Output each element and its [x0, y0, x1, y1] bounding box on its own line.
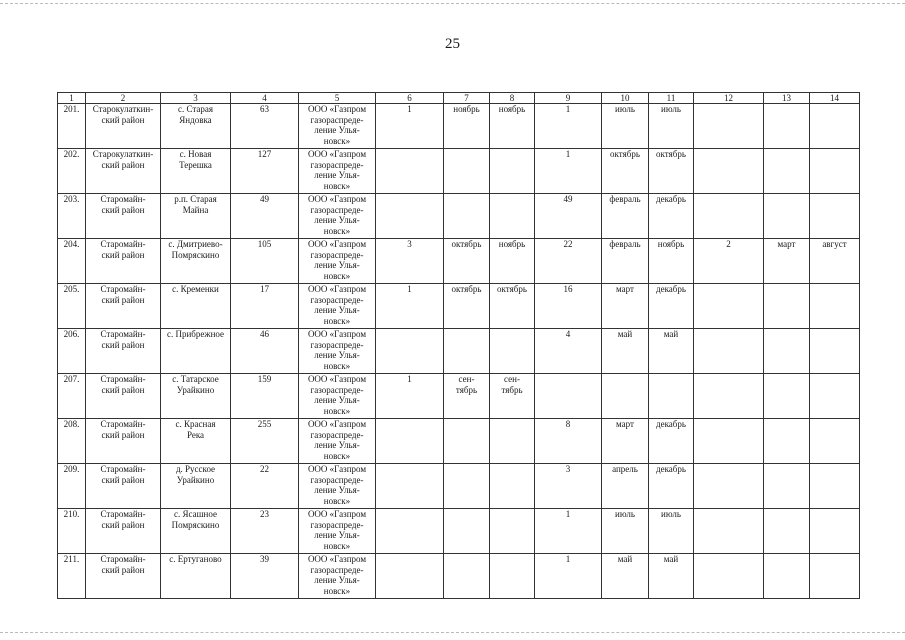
cell-text: ООО «Газпром газораспреде- ление Улья- новск» — [307, 329, 367, 371]
table-cell-col-9 — [535, 374, 602, 419]
table-row — [58, 554, 860, 599]
cell-text: 159 — [257, 374, 272, 384]
cell-text: ООО «Газпром газораспреде- ление Улья- новск» — [307, 509, 367, 551]
table-cell-col-4 — [231, 554, 299, 599]
cell-text: май — [617, 329, 633, 339]
cell-text: 1 — [407, 284, 412, 294]
table-cell-col-6 — [376, 194, 444, 239]
table-cell-col-1 — [58, 554, 86, 599]
table-row — [58, 149, 860, 194]
table-cell-col-8 — [490, 419, 535, 464]
table-cell-col-4 — [231, 104, 299, 149]
cell-text: с. Дмитриево- Помряскино — [168, 239, 223, 260]
table-cell-col-10 — [602, 284, 649, 329]
cell-text: 2 — [726, 239, 731, 249]
cell-text: 1 — [407, 104, 412, 114]
table-cell-col-6 — [376, 464, 444, 509]
table-cell-col-9 — [535, 419, 602, 464]
table-cell-col-7 — [444, 284, 490, 329]
cell-text: ноябрь — [453, 104, 480, 114]
table-cell-col-12 — [694, 554, 764, 599]
table-cell-col-7 — [444, 194, 490, 239]
table-cell-col-10 — [602, 149, 649, 194]
cell-text: Старомайн- ский район — [100, 464, 146, 485]
table-cell-col-3 — [161, 464, 231, 509]
table-row — [58, 104, 860, 149]
table-cell-col-11 — [649, 464, 694, 509]
table-cell-col-3 — [161, 329, 231, 374]
cell-text: 207. — [63, 374, 80, 384]
table-cell-col-9 — [535, 194, 602, 239]
table-cell-col-4 — [231, 329, 299, 374]
cell-text: 105 — [257, 239, 272, 249]
table-cell-col-13 — [764, 374, 810, 419]
table-cell-col-7 — [444, 374, 490, 419]
table-cell-col-4 — [231, 194, 299, 239]
table-cell-col-1 — [58, 149, 86, 194]
table-cell-col-5 — [299, 509, 376, 554]
column-header-5: 5 — [299, 93, 376, 104]
cell-text: октябрь — [451, 239, 482, 249]
table-cell-col-11 — [649, 284, 694, 329]
table-cell-col-8 — [490, 104, 535, 149]
table-cell-col-8 — [490, 284, 535, 329]
table-cell-col-2 — [86, 194, 161, 239]
table-cell-col-9 — [535, 239, 602, 284]
table-cell-col-11 — [649, 239, 694, 284]
cell-text: 4 — [565, 329, 571, 339]
table-cell-col-10 — [602, 194, 649, 239]
table-cell-col-3 — [161, 149, 231, 194]
table-cell-col-14 — [810, 464, 860, 509]
table-cell-col-10 — [602, 554, 649, 599]
table-cell-col-12 — [694, 374, 764, 419]
cell-text: март — [616, 284, 634, 294]
table-cell-col-4 — [231, 509, 299, 554]
table-cell-col-1 — [58, 104, 86, 149]
table-cell-col-7 — [444, 329, 490, 374]
table-cell-col-7 — [444, 419, 490, 464]
cell-text: декабрь — [656, 284, 686, 294]
table-cell-col-2 — [86, 464, 161, 509]
cell-text: Старокулаткин- ский район — [92, 104, 154, 125]
table-cell-col-1 — [58, 194, 86, 239]
column-header-3: 3 — [161, 93, 231, 104]
table-cell-col-1 — [58, 239, 86, 284]
cell-text: Старомайн- ский район — [100, 374, 146, 395]
table-cell-col-2 — [86, 509, 161, 554]
cell-text: 208. — [63, 419, 80, 429]
table-cell-col-13 — [764, 239, 810, 284]
table-cell-col-7 — [444, 464, 490, 509]
table-cell-col-11 — [649, 374, 694, 419]
table-cell-col-3 — [161, 239, 231, 284]
table-cell-col-14 — [810, 509, 860, 554]
cell-text: май — [663, 329, 679, 339]
table-cell-col-14 — [810, 104, 860, 149]
table-cell-col-11 — [649, 329, 694, 374]
cell-text: июль — [661, 509, 681, 519]
cell-text: 255 — [257, 419, 272, 429]
cell-text: июль — [661, 104, 681, 114]
table-cell-col-13 — [764, 554, 810, 599]
table-row — [58, 464, 860, 509]
table-cell-col-9 — [535, 329, 602, 374]
cell-text: февраль — [609, 194, 641, 204]
cell-text: 49 — [563, 194, 573, 204]
table-cell-col-1 — [58, 329, 86, 374]
cell-text: Старомайн- ский район — [100, 284, 146, 305]
cell-text: с. Ясашное Помряскино — [171, 509, 220, 530]
table-cell-col-10 — [602, 239, 649, 284]
table-cell-col-6 — [376, 284, 444, 329]
cell-text: 49 — [260, 194, 269, 204]
cell-text: апрель — [612, 464, 638, 474]
cell-text: ООО «Газпром газораспреде- ление Улья- новск» — [307, 149, 367, 191]
table-cell-col-8 — [490, 374, 535, 419]
column-header-1: 1 — [58, 93, 86, 104]
cell-text: 1 — [565, 149, 571, 159]
table-cell-col-2 — [86, 329, 161, 374]
cell-text: 8 — [565, 419, 571, 429]
table-cell-col-12 — [694, 464, 764, 509]
table-cell-col-4 — [231, 284, 299, 329]
table-cell-col-2 — [86, 419, 161, 464]
cell-text: декабрь — [656, 419, 686, 429]
table-cell-col-12 — [694, 194, 764, 239]
table-cell-col-13 — [764, 509, 810, 554]
cell-text: Старокулаткин- ский район — [92, 149, 154, 170]
table-cell-col-6 — [376, 554, 444, 599]
table-cell-col-5 — [299, 104, 376, 149]
table-cell-col-7 — [444, 239, 490, 284]
table-cell-col-2 — [86, 554, 161, 599]
table-cell-col-8 — [490, 149, 535, 194]
cell-text: Старомайн- ский район — [100, 554, 146, 575]
cell-text: 46 — [260, 329, 269, 339]
table-cell-col-2 — [86, 284, 161, 329]
cell-text: ноябрь — [498, 239, 526, 249]
column-header-10: 10 — [602, 93, 649, 104]
cell-text: ООО «Газпром газораспреде- ление Улья- новск» — [307, 239, 367, 281]
table-cell-col-3 — [161, 374, 231, 419]
table-cell-col-3 — [161, 284, 231, 329]
table-cell-col-3 — [161, 194, 231, 239]
table-cell-col-8 — [490, 554, 535, 599]
cell-text: февраль — [609, 239, 641, 249]
table-row — [58, 194, 860, 239]
table-body — [58, 104, 860, 599]
cell-text: с. Прибрежное — [166, 329, 225, 339]
table-cell-col-2 — [86, 149, 161, 194]
table-cell-col-3 — [161, 509, 231, 554]
cell-text: ООО «Газпром газораспреде- ление Улья- новск» — [307, 464, 367, 506]
table-cell-col-3 — [161, 554, 231, 599]
cell-text: декабрь — [656, 194, 686, 204]
cell-text: март — [777, 239, 796, 249]
table-cell-col-13 — [764, 464, 810, 509]
cell-text: Старомайн- ский район — [100, 239, 146, 260]
scan-top-edge — [0, 0, 905, 4]
column-header-13: 13 — [764, 93, 810, 104]
table-cell-col-4 — [231, 149, 299, 194]
table-cell-col-12 — [694, 329, 764, 374]
table-cell-col-8 — [490, 464, 535, 509]
table-cell-col-5 — [299, 554, 376, 599]
cell-text: р.п. Старая Майна — [174, 194, 217, 215]
table-cell-col-14 — [810, 239, 860, 284]
cell-text: декабрь — [656, 464, 686, 474]
cell-text: 202. — [63, 149, 80, 159]
cell-text: с. Кременки — [172, 284, 219, 294]
table-cell-col-8 — [490, 194, 535, 239]
table-cell-col-8 — [490, 509, 535, 554]
cell-text: ООО «Газпром газораспреде- ление Улья- новск» — [307, 374, 367, 416]
table-cell-col-10 — [602, 329, 649, 374]
table-cell-col-10 — [602, 419, 649, 464]
cell-text: 211. — [63, 554, 80, 564]
column-header-4: 4 — [231, 93, 299, 104]
table-cell-col-12 — [694, 104, 764, 149]
cell-text: Старомайн- ский район — [100, 194, 146, 215]
cell-text: 22 — [260, 464, 269, 474]
cell-text: май — [663, 554, 679, 564]
cell-text: 3 — [407, 239, 412, 249]
table-cell-col-5 — [299, 239, 376, 284]
table-cell-col-13 — [764, 104, 810, 149]
cell-text: Старомайн- ский район — [100, 419, 146, 440]
table-cell-col-10 — [602, 464, 649, 509]
cell-text: октябрь — [610, 149, 640, 159]
column-header-9: 9 — [535, 93, 602, 104]
table-cell-col-5 — [299, 194, 376, 239]
table-cell-col-9 — [535, 284, 602, 329]
table-cell-col-9 — [535, 509, 602, 554]
column-header-8: 8 — [490, 93, 535, 104]
table-cell-col-8 — [490, 329, 535, 374]
cell-text: ноябрь — [498, 104, 526, 114]
table-cell-col-9 — [535, 104, 602, 149]
cell-text: с. Татарское Урайкино — [172, 374, 219, 395]
table-cell-col-12 — [694, 509, 764, 554]
table-cell-col-1 — [58, 284, 86, 329]
cell-text: ООО «Газпром газораспреде- ление Улья- новск» — [307, 284, 367, 326]
table-row — [58, 329, 860, 374]
cell-text: с. Красная Река — [175, 419, 216, 440]
table-cell-col-6 — [376, 419, 444, 464]
cell-text: 204. — [63, 239, 80, 249]
table-cell-col-13 — [764, 149, 810, 194]
table-cell-col-6 — [376, 509, 444, 554]
table-row — [58, 509, 860, 554]
cell-text: октябрь — [497, 284, 527, 294]
table-cell-col-14 — [810, 419, 860, 464]
table-cell-col-5 — [299, 464, 376, 509]
table-cell-col-11 — [649, 554, 694, 599]
table-cell-col-13 — [764, 284, 810, 329]
table-cell-col-1 — [58, 464, 86, 509]
cell-text: октябрь — [451, 284, 482, 294]
cell-text: 206. — [63, 329, 80, 339]
table-cell-col-14 — [810, 374, 860, 419]
cell-text: Старомайн- ский район — [100, 509, 146, 530]
table-cell-col-11 — [649, 419, 694, 464]
table-cell-col-10 — [602, 104, 649, 149]
table-cell-col-11 — [649, 104, 694, 149]
cell-text: ООО «Газпром газораспреде- ление Улья- новск» — [307, 419, 367, 461]
table-cell-col-14 — [810, 284, 860, 329]
table-cell-col-5 — [299, 329, 376, 374]
table-cell-col-14 — [810, 149, 860, 194]
cell-text: март — [616, 419, 634, 429]
table-cell-col-13 — [764, 419, 810, 464]
cell-text: ООО «Газпром газораспреде- ление Улья- новск» — [307, 194, 367, 236]
cell-text: 3 — [565, 464, 571, 474]
cell-text: 127 — [257, 149, 272, 159]
cell-text: сен- тябрь — [501, 374, 523, 395]
cell-text: 22 — [563, 239, 573, 249]
cell-text: июль — [615, 104, 635, 114]
table-cell-col-2 — [86, 374, 161, 419]
table-cell-col-12 — [694, 149, 764, 194]
column-header-14: 14 — [810, 93, 860, 104]
cell-text: ООО «Газпром газораспреде- ление Улья- новск» — [307, 554, 367, 596]
cell-text: сен- тябрь — [455, 374, 478, 395]
cell-text: 39 — [260, 554, 269, 564]
table-cell-col-14 — [810, 194, 860, 239]
table-cell-col-5 — [299, 284, 376, 329]
table-cell-col-6 — [376, 329, 444, 374]
table-cell-col-7 — [444, 149, 490, 194]
table-cell-col-4 — [231, 374, 299, 419]
schedule-table — [57, 92, 860, 599]
table-cell-col-12 — [694, 419, 764, 464]
cell-text: май — [617, 554, 633, 564]
cell-text: 210. — [63, 509, 80, 519]
table-row — [58, 374, 860, 419]
table-cell-col-7 — [444, 554, 490, 599]
cell-text: с. Ертуганово — [169, 554, 222, 564]
table-cell-col-3 — [161, 104, 231, 149]
table-cell-col-8 — [490, 239, 535, 284]
table-cell-col-5 — [299, 149, 376, 194]
page-number: 25 — [445, 36, 460, 52]
table-cell-col-10 — [602, 509, 649, 554]
cell-text: с. Новая Терешка — [179, 149, 212, 170]
column-header-12: 12 — [694, 93, 764, 104]
cell-text: 1 — [565, 104, 571, 114]
cell-text: д. Русское Урайкино — [175, 464, 216, 485]
table-cell-col-4 — [231, 239, 299, 284]
table-row — [58, 239, 860, 284]
cell-text: 1 — [407, 374, 412, 384]
table-cell-col-11 — [649, 149, 694, 194]
table-cell-col-9 — [535, 464, 602, 509]
column-header-11: 11 — [649, 93, 694, 104]
cell-text: 1 — [565, 554, 571, 564]
cell-text: 23 — [260, 509, 269, 519]
table-cell-col-6 — [376, 374, 444, 419]
table-cell-col-10 — [602, 374, 649, 419]
column-header-2: 2 — [86, 93, 161, 104]
table-cell-col-12 — [694, 239, 764, 284]
table-cell-col-7 — [444, 509, 490, 554]
cell-text: 203. — [63, 194, 80, 204]
table-cell-col-2 — [86, 104, 161, 149]
table-cell-col-7 — [444, 104, 490, 149]
column-header-6: 6 — [376, 93, 444, 104]
table-cell-col-11 — [649, 194, 694, 239]
cell-text: октябрь — [656, 149, 686, 159]
cell-text: Старомайн- ский район — [100, 329, 146, 350]
table-cell-col-11 — [649, 509, 694, 554]
table-cell-col-6 — [376, 149, 444, 194]
cell-text: 209. — [63, 464, 80, 474]
cell-text: 205. — [63, 284, 80, 294]
cell-text: август — [822, 239, 847, 249]
table-cell-col-2 — [86, 239, 161, 284]
cell-text: 63 — [260, 104, 269, 114]
table-cell-col-6 — [376, 104, 444, 149]
table-cell-col-1 — [58, 509, 86, 554]
table-cell-col-13 — [764, 194, 810, 239]
column-header-7: 7 — [444, 93, 490, 104]
cell-text: июль — [615, 509, 635, 519]
table-cell-col-5 — [299, 374, 376, 419]
scan-bottom-edge — [0, 632, 905, 634]
table-cell-col-6 — [376, 239, 444, 284]
table-row — [58, 419, 860, 464]
cell-text: ООО «Газпром газораспреде- ление Улья- новск» — [307, 104, 367, 146]
cell-text: 201. — [63, 104, 80, 114]
cell-text: 17 — [260, 284, 269, 294]
table-cell-col-9 — [535, 149, 602, 194]
header-row — [58, 93, 860, 104]
table-cell-col-4 — [231, 464, 299, 509]
table-cell-col-1 — [58, 374, 86, 419]
table-cell-col-14 — [810, 554, 860, 599]
table-cell-col-3 — [161, 419, 231, 464]
table-cell-col-14 — [810, 329, 860, 374]
cell-text: с. Старая Яндовка — [177, 104, 214, 125]
table-cell-col-9 — [535, 554, 602, 599]
table-cell-col-5 — [299, 419, 376, 464]
table-cell-col-13 — [764, 329, 810, 374]
table-cell-col-1 — [58, 419, 86, 464]
table-cell-col-12 — [694, 284, 764, 329]
cell-text: 1 — [565, 509, 571, 519]
cell-text: 16 — [563, 284, 573, 294]
table-cell-col-4 — [231, 419, 299, 464]
table-row — [58, 284, 860, 329]
cell-text: ноябрь — [657, 239, 685, 249]
